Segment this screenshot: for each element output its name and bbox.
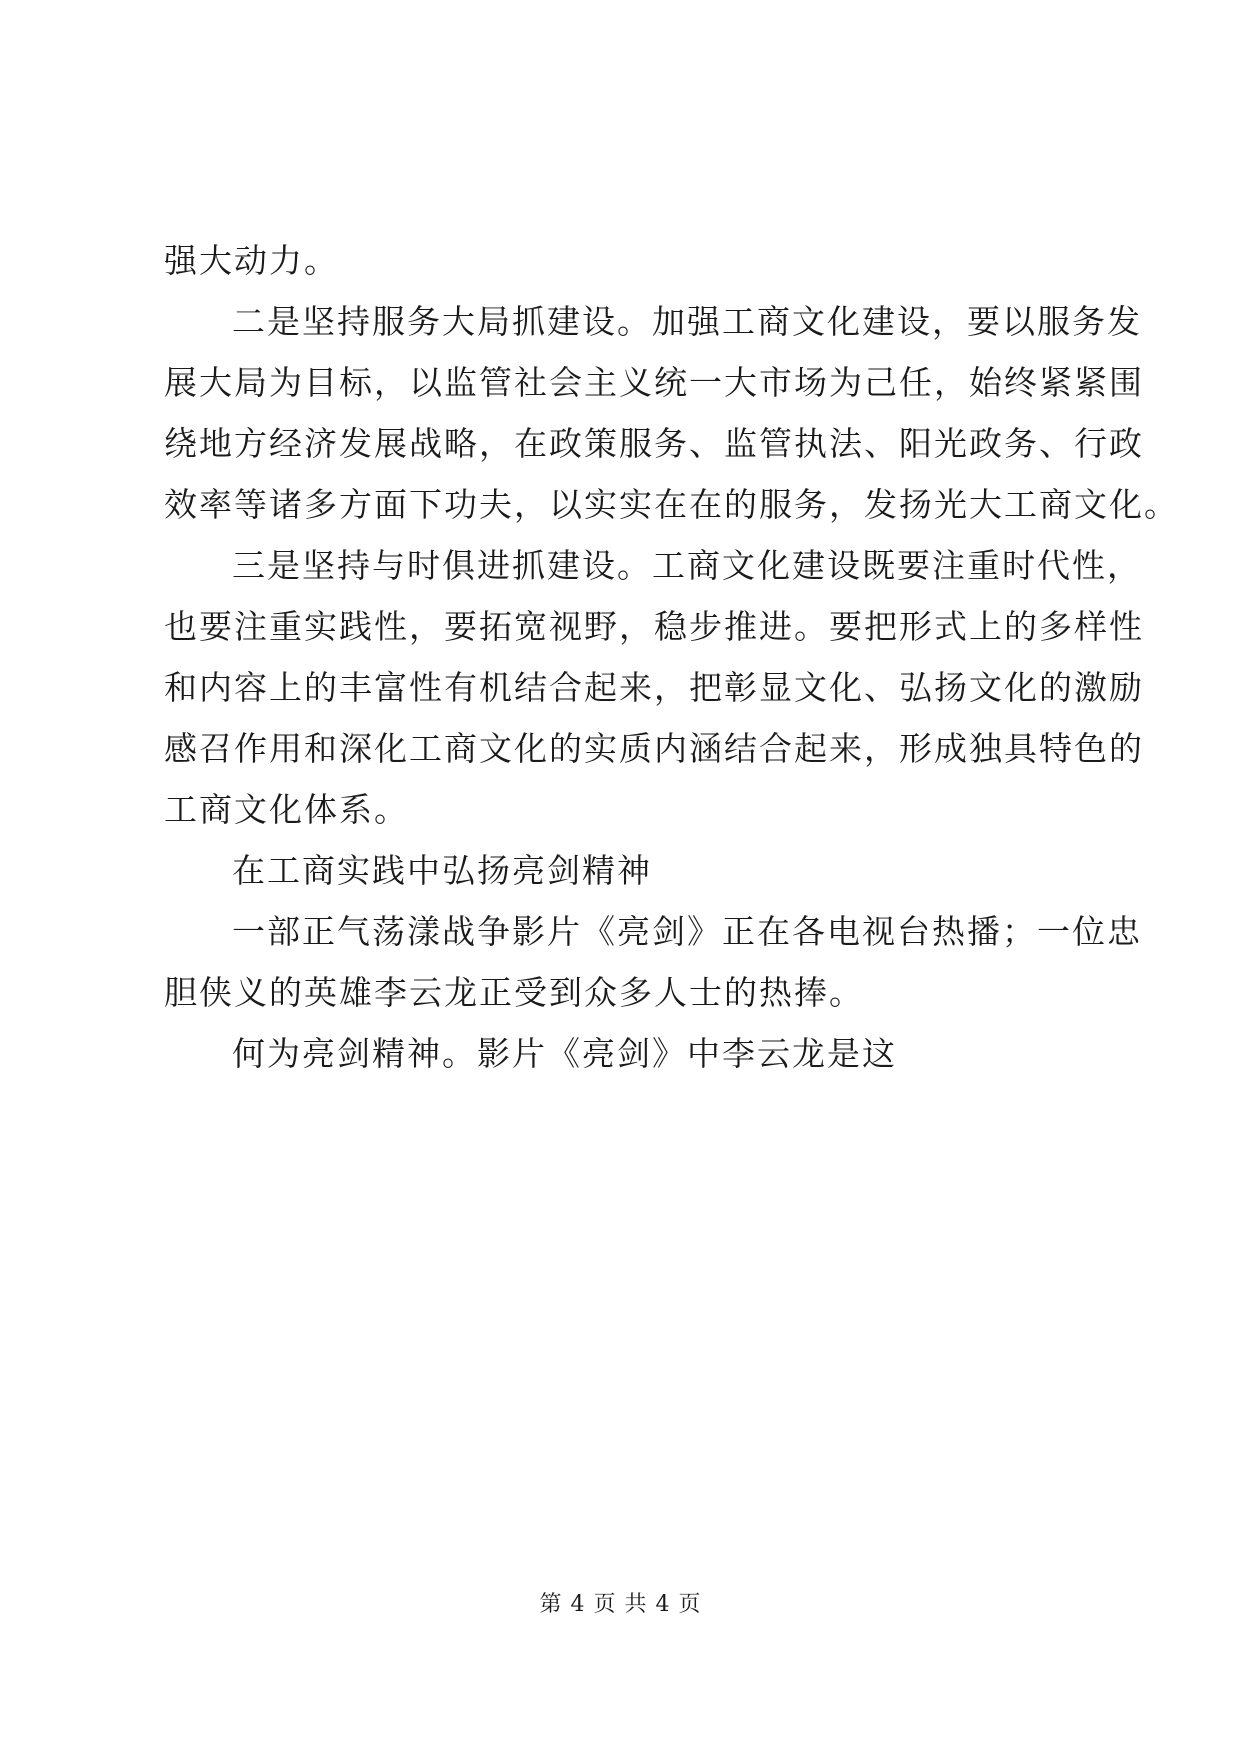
paragraph-line: 和内容上的丰富性有机结合起来，把彰显文化、弘扬文化的激励: [164, 668, 1144, 707]
paragraph-line: 展大局为目标，以监管社会主义统一大市场为己任，始终紧紧围: [164, 363, 1144, 402]
paragraph-line: 感召作用和深化工商文化的实质内涵结合起来，形成独具特色的: [164, 729, 1144, 768]
paragraph-line: 工商文化体系。: [164, 790, 409, 829]
paragraph-line: 二是坚持服务大局抓建设。加强工商文化建设，要以服务发: [232, 302, 1142, 341]
paragraph-line: 也要注重实践性，要拓宽视野，稳步推进。要把形式上的多样性: [164, 607, 1144, 646]
paragraph-line: 胆侠义的英雄李云龙正受到众多人士的热捧。: [164, 973, 864, 1012]
body-text: [164, 230, 1179, 1084]
paragraph-line: 强大动力。: [164, 241, 339, 280]
paragraph-line: 绕地方经济发展战略，在政策服务、监管执法、阳光政务、行政: [164, 424, 1144, 463]
paragraph-line: 一部正气荡漾战争影片《亮剑》正在各电视台热播；一位忠: [232, 912, 1142, 951]
paragraph-line: 何为亮剑精神。影片《亮剑》中李云龙是这: [232, 1034, 897, 1073]
section-heading: 在工商实践中弘扬亮剑精神: [232, 851, 652, 890]
paragraph-line: 三是坚持与时俱进抓建设。工商文化建设既要注重时代性，: [232, 546, 1142, 585]
paragraph-line: 效率等诸多方面下功夫，以实实在在的服务，发扬光大工商文化。: [164, 485, 1179, 524]
page-number-footer: 第 4 页 共 4 页: [539, 1592, 702, 1617]
